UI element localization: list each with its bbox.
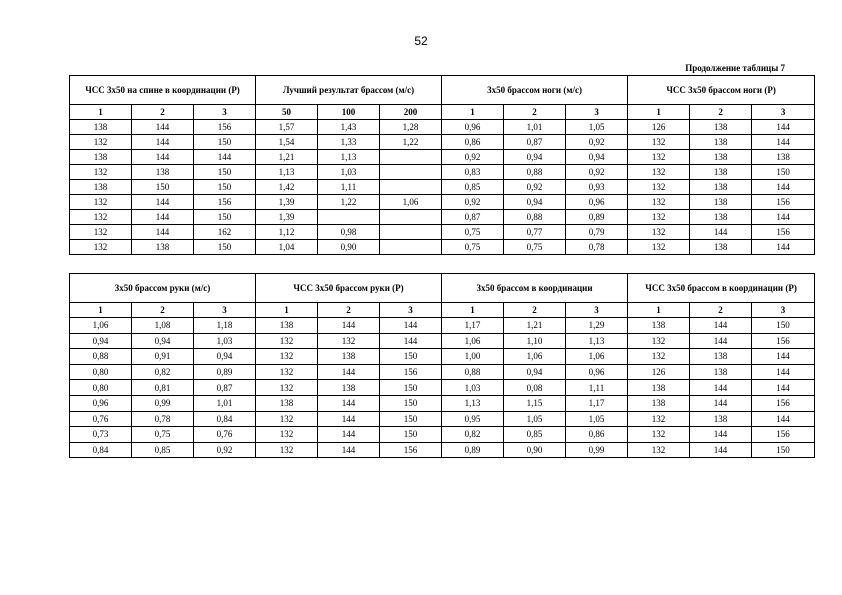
table-cell: 144 — [132, 195, 194, 210]
table-cell: 132 — [70, 165, 132, 180]
table-cell: 0,86 — [442, 135, 504, 150]
table-cell: 0,88 — [442, 364, 504, 380]
table-cell: 1,21 — [504, 318, 566, 334]
table-cell: 144 — [318, 442, 380, 458]
table-cell: 156 — [752, 427, 815, 443]
sub-header: 3 — [752, 303, 815, 318]
table-cell: 132 — [628, 225, 690, 240]
sub-header: 1 — [628, 105, 690, 120]
table-cell — [380, 165, 442, 180]
table-cell: 0,78 — [132, 411, 194, 427]
page-number: 52 — [414, 34, 428, 48]
table-row — [70, 240, 815, 255]
table-cell: 138 — [690, 349, 752, 365]
table-cell: 1,03 — [442, 380, 504, 396]
table-cell: 132 — [256, 411, 318, 427]
table-cell: 0,80 — [70, 380, 132, 396]
table-cell: 1,11 — [318, 180, 380, 195]
table-cell: 1,03 — [194, 333, 256, 349]
table-cell: 132 — [256, 349, 318, 365]
table-cell: 138 — [690, 411, 752, 427]
table-cell: 144 — [380, 318, 442, 334]
table-cell: 150 — [752, 442, 815, 458]
table-cell: 0,91 — [132, 349, 194, 365]
table-cell: 138 — [70, 180, 132, 195]
table-cell: 0,88 — [70, 349, 132, 365]
table-cell: 0,89 — [566, 210, 628, 225]
table-cell: 0,96 — [442, 120, 504, 135]
table-cell: 0,75 — [442, 240, 504, 255]
table-cell: 0,76 — [70, 411, 132, 427]
table-cell: 144 — [690, 380, 752, 396]
table-row — [70, 442, 815, 458]
table-cell: 144 — [752, 380, 815, 396]
table-cell: 1,06 — [504, 349, 566, 365]
table-cell: 132 — [628, 333, 690, 349]
sub-header: 3 — [194, 303, 256, 318]
table-cell: 1,00 — [442, 349, 504, 365]
table-cell: 150 — [380, 411, 442, 427]
table-cell: 156 — [194, 195, 256, 210]
table-cell: 0,92 — [442, 150, 504, 165]
sub-header: 1 — [70, 105, 132, 120]
table-cell: 0,87 — [504, 135, 566, 150]
table-cell: 1,17 — [566, 395, 628, 411]
table-cell: 1,11 — [566, 380, 628, 396]
table-cell: 1,15 — [504, 395, 566, 411]
table-cell: 144 — [132, 150, 194, 165]
table-row — [70, 135, 815, 150]
table-cell: 132 — [70, 135, 132, 150]
table-continuation-label: Продолжение таблицы 7 — [685, 63, 785, 73]
header-group-row — [70, 274, 815, 303]
table-cell: 1,39 — [256, 210, 318, 225]
table-row — [70, 427, 815, 443]
table-cell: 0,75 — [132, 427, 194, 443]
table-cell: 144 — [318, 411, 380, 427]
sub-header: 2 — [690, 303, 752, 318]
table-cell: 1,39 — [256, 195, 318, 210]
table-cell: 1,42 — [256, 180, 318, 195]
table-cell: 138 — [318, 380, 380, 396]
table-cell: 0,92 — [504, 180, 566, 195]
table-cell: 0,94 — [504, 195, 566, 210]
table-cell: 0,99 — [566, 442, 628, 458]
table-cell — [380, 240, 442, 255]
table-row — [70, 395, 815, 411]
table-cell: 132 — [70, 225, 132, 240]
table-cell: 150 — [194, 165, 256, 180]
table-cell: 132 — [628, 210, 690, 225]
table-cell: 138 — [690, 240, 752, 255]
table-cell: 144 — [752, 120, 815, 135]
table-cell: 1,06 — [380, 195, 442, 210]
table-cell: 132 — [628, 349, 690, 365]
table-cell: 1,08 — [132, 318, 194, 334]
table-row — [70, 195, 815, 210]
table-cell: 1,13 — [566, 333, 628, 349]
table-cell: 0,92 — [566, 135, 628, 150]
table-cell: 156 — [752, 225, 815, 240]
group-header: ЧСС 3x50 на спине в координации (Р) — [70, 76, 256, 105]
sub-header: 200 — [380, 105, 442, 120]
table-cell: 150 — [380, 380, 442, 396]
table-cell: 132 — [628, 442, 690, 458]
table-cell: 150 — [194, 180, 256, 195]
table-cell: 132 — [256, 380, 318, 396]
table-cell: 138 — [318, 349, 380, 365]
table-cell: 0,94 — [504, 150, 566, 165]
table-cell: 0,75 — [442, 225, 504, 240]
table-cell: 1,33 — [318, 135, 380, 150]
table-cell: 144 — [318, 318, 380, 334]
table-cell: 0,78 — [566, 240, 628, 255]
table-cell: 144 — [690, 318, 752, 334]
table-cell: 0,94 — [566, 150, 628, 165]
table-cell: 144 — [690, 427, 752, 443]
table-cell: 0,83 — [442, 165, 504, 180]
table-cell: 0,99 — [132, 395, 194, 411]
table-cell: 0,84 — [194, 411, 256, 427]
table-cell: 0,92 — [194, 442, 256, 458]
table-cell: 156 — [752, 333, 815, 349]
table-row — [70, 210, 815, 225]
table-cell: 132 — [256, 427, 318, 443]
table-cell: 132 — [256, 333, 318, 349]
table-cell: 144 — [690, 333, 752, 349]
table-cell: 144 — [690, 395, 752, 411]
table-cell: 0,82 — [132, 364, 194, 380]
table-cell: 144 — [318, 427, 380, 443]
table-cell: 138 — [752, 150, 815, 165]
table-cell: 138 — [690, 150, 752, 165]
table-cell: 0,82 — [442, 427, 504, 443]
table-cell: 0,98 — [318, 225, 380, 240]
table-cell: 1,22 — [318, 195, 380, 210]
table-cell: 0,89 — [194, 364, 256, 380]
table-cell: 138 — [690, 195, 752, 210]
table-cell — [318, 210, 380, 225]
table-cell: 0,77 — [504, 225, 566, 240]
table-cell: 0,94 — [194, 349, 256, 365]
table-row — [70, 411, 815, 427]
table-cell: 1,13 — [442, 395, 504, 411]
table-row — [70, 333, 815, 349]
table-cell: 138 — [70, 120, 132, 135]
table-cell: 138 — [628, 380, 690, 396]
table-cell: 0,08 — [504, 380, 566, 396]
table-row — [70, 380, 815, 396]
sub-header: 50 — [256, 105, 318, 120]
table-cell: 0,95 — [442, 411, 504, 427]
table-cell: 132 — [256, 364, 318, 380]
group-header: 3x50 брассом руки (м/с) — [70, 274, 256, 303]
sub-header: 2 — [690, 105, 752, 120]
table-cell: 1,05 — [566, 120, 628, 135]
table-cell: 144 — [380, 333, 442, 349]
table-cell: 144 — [752, 210, 815, 225]
table-cell — [380, 150, 442, 165]
table-cell: 0,96 — [566, 364, 628, 380]
table-cell — [380, 180, 442, 195]
table-cell: 162 — [194, 225, 256, 240]
table-cell: 132 — [628, 135, 690, 150]
table-cell: 144 — [752, 364, 815, 380]
table-cell: 132 — [318, 333, 380, 349]
table-cell: 0,94 — [70, 333, 132, 349]
sub-header: 3 — [194, 105, 256, 120]
table-cell: 1,18 — [194, 318, 256, 334]
table-cell: 1,03 — [318, 165, 380, 180]
table-cell: 132 — [628, 427, 690, 443]
table-cell: 0,89 — [442, 442, 504, 458]
sub-header: 2 — [132, 105, 194, 120]
sub-header: 3 — [566, 303, 628, 318]
table-cell: 1,13 — [256, 165, 318, 180]
table-row — [70, 180, 815, 195]
table-cell: 0,88 — [504, 210, 566, 225]
table-cell: 144 — [752, 349, 815, 365]
table-cell: 138 — [132, 240, 194, 255]
table-cell: 138 — [690, 210, 752, 225]
table-cell: 0,84 — [70, 442, 132, 458]
table-cell: 144 — [194, 150, 256, 165]
table-cell: 132 — [628, 150, 690, 165]
table-cell: 138 — [628, 395, 690, 411]
table-cell: 0,87 — [194, 380, 256, 396]
table-cell: 0,86 — [566, 427, 628, 443]
table-cell: 1,12 — [256, 225, 318, 240]
sub-header: 1 — [442, 105, 504, 120]
table-cell: 138 — [70, 150, 132, 165]
table-cell: 0,73 — [70, 427, 132, 443]
table-cell: 138 — [256, 318, 318, 334]
table-cell: 0,96 — [566, 195, 628, 210]
table-cell: 138 — [628, 318, 690, 334]
table-cell: 144 — [690, 225, 752, 240]
table-cell: 0,90 — [504, 442, 566, 458]
table-cell: 144 — [690, 442, 752, 458]
table-cell: 144 — [132, 225, 194, 240]
table-cell: 1,10 — [504, 333, 566, 349]
table-cell: 132 — [628, 411, 690, 427]
table-cell: 132 — [70, 195, 132, 210]
table-cell: 0,87 — [442, 210, 504, 225]
group-header: ЧСС 3x50 брассом в координации (Р) — [628, 274, 815, 303]
sub-header: 3 — [566, 105, 628, 120]
table-cell: 1,43 — [318, 120, 380, 135]
table-cell: 1,06 — [70, 318, 132, 334]
table-cell: 0,94 — [504, 364, 566, 380]
header-sub-row — [70, 303, 815, 318]
table-cell: 1,22 — [380, 135, 442, 150]
table-cell: 132 — [628, 165, 690, 180]
table-cell: 1,06 — [566, 349, 628, 365]
group-header: 3x50 брассом в координации — [442, 274, 628, 303]
table-cell: 1,13 — [318, 150, 380, 165]
table-cell: 144 — [752, 240, 815, 255]
table-cell: 144 — [132, 135, 194, 150]
table-cell: 132 — [256, 442, 318, 458]
results-table-1 — [69, 75, 815, 255]
table-cell: 0,90 — [318, 240, 380, 255]
table-cell: 0,75 — [504, 240, 566, 255]
table-cell: 132 — [628, 180, 690, 195]
table-cell: 144 — [752, 135, 815, 150]
table-cell: 126 — [628, 120, 690, 135]
table-cell: 0,79 — [566, 225, 628, 240]
sub-header: 100 — [318, 105, 380, 120]
table-cell: 150 — [380, 349, 442, 365]
table-cell: 150 — [132, 180, 194, 195]
table-cell — [380, 225, 442, 240]
table-cell: 138 — [690, 135, 752, 150]
table-body — [70, 318, 815, 458]
table-cell: 0,94 — [132, 333, 194, 349]
table-cell: 1,01 — [194, 395, 256, 411]
table-cell: 0,96 — [70, 395, 132, 411]
sub-header: 1 — [442, 303, 504, 318]
table-cell: 150 — [194, 135, 256, 150]
table-row — [70, 225, 815, 240]
table-row — [70, 120, 815, 135]
table-cell: 0,76 — [194, 427, 256, 443]
table-cell: 0,92 — [442, 195, 504, 210]
table-cell: 150 — [194, 210, 256, 225]
table-body — [70, 120, 815, 255]
table-cell: 156 — [380, 364, 442, 380]
sub-header: 2 — [132, 303, 194, 318]
table-cell: 144 — [318, 364, 380, 380]
sub-header: 2 — [318, 303, 380, 318]
table-cell: 156 — [380, 442, 442, 458]
table-cell: 0,88 — [504, 165, 566, 180]
sub-header: 2 — [504, 303, 566, 318]
table-cell: 132 — [70, 210, 132, 225]
table-cell: 1,06 — [442, 333, 504, 349]
table-row — [70, 349, 815, 365]
table-cell: 1,05 — [566, 411, 628, 427]
table-cell: 0,80 — [70, 364, 132, 380]
table-cell: 1,17 — [442, 318, 504, 334]
header-sub-row — [70, 105, 815, 120]
table-cell: 150 — [752, 318, 815, 334]
sub-header: 2 — [504, 105, 566, 120]
group-header: ЧСС 3x50 брассом ноги (Р) — [628, 76, 815, 105]
table-cell: 0,92 — [566, 165, 628, 180]
table-cell: 1,54 — [256, 135, 318, 150]
sub-header: 1 — [70, 303, 132, 318]
header-group-row — [70, 76, 815, 105]
table-cell: 1,21 — [256, 150, 318, 165]
table-cell: 144 — [132, 210, 194, 225]
table-cell: 138 — [690, 180, 752, 195]
table-cell: 150 — [194, 240, 256, 255]
table-cell: 1,57 — [256, 120, 318, 135]
table-cell: 138 — [690, 364, 752, 380]
table-cell: 156 — [194, 120, 256, 135]
table-cell: 144 — [752, 411, 815, 427]
table-cell: 156 — [752, 395, 815, 411]
table-row — [70, 165, 815, 180]
table-cell: 138 — [690, 165, 752, 180]
table-cell: 126 — [628, 364, 690, 380]
table-cell: 1,05 — [504, 411, 566, 427]
table-cell: 132 — [70, 240, 132, 255]
table-cell: 150 — [380, 427, 442, 443]
sub-header: 1 — [628, 303, 690, 318]
table-cell: 1,29 — [566, 318, 628, 334]
group-header: 3x50 брассом ноги (м/с) — [442, 76, 628, 105]
table-cell: 150 — [752, 165, 815, 180]
group-header: Лучший результат брассом (м/с) — [256, 76, 442, 105]
table-cell: 138 — [690, 120, 752, 135]
results-table-2 — [69, 273, 815, 458]
sub-header: 1 — [256, 303, 318, 318]
table-cell: 0,93 — [566, 180, 628, 195]
table-cell: 144 — [318, 395, 380, 411]
table-cell: 0,81 — [132, 380, 194, 396]
table-cell: 150 — [380, 395, 442, 411]
table-cell: 0,85 — [132, 442, 194, 458]
table-cell — [380, 210, 442, 225]
table-cell: 132 — [628, 195, 690, 210]
table-cell: 144 — [752, 180, 815, 195]
table-cell: 132 — [628, 240, 690, 255]
group-header: ЧСС 3x50 брассом руки (Р) — [256, 274, 442, 303]
table-row — [70, 364, 815, 380]
sub-header: 3 — [380, 303, 442, 318]
table-cell: 1,04 — [256, 240, 318, 255]
table-cell: 1,01 — [504, 120, 566, 135]
table-cell: 144 — [132, 120, 194, 135]
sub-header: 3 — [752, 105, 815, 120]
table-row — [70, 318, 815, 334]
table-cell: 0,85 — [442, 180, 504, 195]
table-cell: 1,28 — [380, 120, 442, 135]
table-cell: 156 — [752, 195, 815, 210]
table-cell: 0,85 — [504, 427, 566, 443]
table-cell: 138 — [256, 395, 318, 411]
table-row — [70, 150, 815, 165]
table-cell: 138 — [132, 165, 194, 180]
